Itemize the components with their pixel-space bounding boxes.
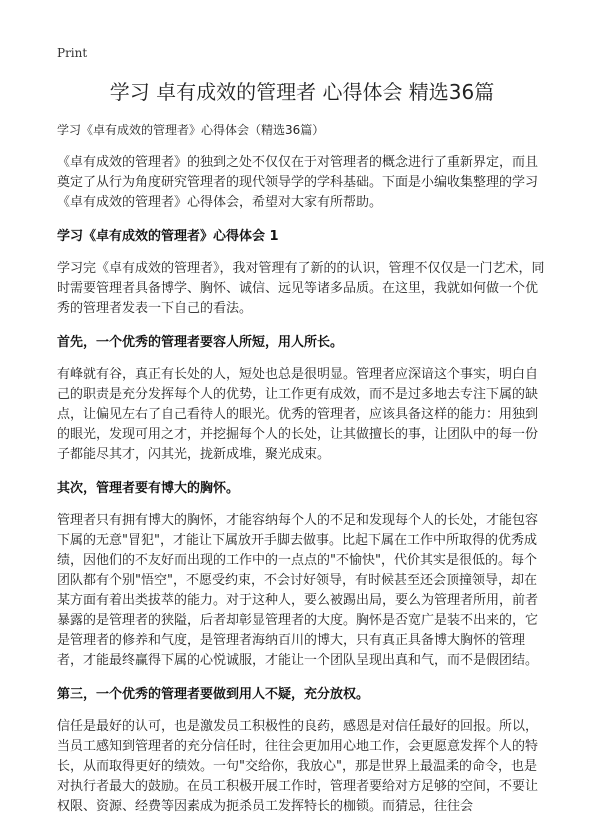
- print-link[interactable]: Print: [57, 46, 88, 60]
- point-3-heading: 第三，一个优秀的管理者要做到用人不疑，充分放权。: [57, 687, 370, 702]
- document-body: [57, 76, 547, 831]
- paragraph-1: 学习完《卓有成效的管理者》，我对管理有了新的的认识，管理不仅仅是一门艺术，同时需要管理者具备博学、胸怀、诚信、远见等诸多品质。在这里，我就如何做一个优秀的管理者发表一下自己的看法。: [57, 261, 545, 316]
- point-3-body: 信任是最好的认可，也是激发员工积极性的良药，感恩是对信任最好的回报。所以，当员工感知到管理者的充分信任时，往往会更加用心地工作，会更愿意发挥个人的特长，从而取得更好的绩效。一句"交给你，我放心"，那是世界上最温柔的命令，也是对执行者最大的鼓励。在员工积极开展工作时，管理者要给对方足够的空间，不要让权限、资源、经费等因素成为扼杀员工发挥特长的枷锁。而猜忌，往往会: [57, 719, 539, 814]
- point-2-body: 管理者只有拥有博大的胸怀，才能容纳每个人的不足和发现每个人的长处，才能包容下属的无意"冒犯"，才能让下属放开手脚去做事。比起下属在工作中所取得的优秀成绩，因他们的不友好而出现的工作中的一点点的"不愉快"，代价其实是很低的。每个团队都有个别"悟空"，不愿受约束，不会讨好领导，有时候甚至还会顶撞领导，却在某方面有着出类拔萃的能力。对于这种人，要么被踢出局，要么为管理者所用，前者暴露的是管理者的狭隘，后者却彰显管理者的大度。胸怀是否宽广是装不出来的，它是管理者的修养和气度，是管理者海纳百川的博大，只有真正具备博大胸怀的管理者，才能最终赢得下属的心悦诚服，才能让一个团队呈现出真和气，而不是假团结。: [57, 513, 539, 668]
- point-1-heading: 首先，一个优秀的管理者要容人所短，用人所长。: [57, 335, 344, 350]
- point-2-heading: 其次，管理者要有博大的胸怀。: [57, 481, 240, 496]
- page-title: 学习 卓有成效的管理者 心得体会 精选36篇: [109, 80, 495, 104]
- document-subtitle: 学习《卓有成效的管理者》心得体会（精选36篇）: [57, 123, 325, 137]
- section-heading: 学习《卓有成效的管理者》心得体会 1: [57, 229, 279, 244]
- point-1-body: 有峰就有谷，真正有长处的人，短处也总是很明显。管理者应深谙这个事实，明白自己的职责是充分发挥每个人的优势，让工作更有成效，而不是过多地去专注下属的缺点，让偏见左右了自己看待人的眼光。优秀的管理者，应该具备这样的能力：用独到的眼光，发现可用之才，并挖掘每个人的长处，让其做擅长的事，让团队中的每一份子都能尽其才，闪其光，拢新成堆，聚光成束。: [57, 367, 539, 462]
- intro-paragraph: 《卓有成效的管理者》的独到之处不仅仅在于对管理者的概念进行了重新界定，而且奠定了从行为角度研究管理者的现代领导学的学科基础。下面是小编收集整理的学习《卓有成效的管理者》心得体会，希望对大家有所帮助。: [57, 155, 539, 210]
